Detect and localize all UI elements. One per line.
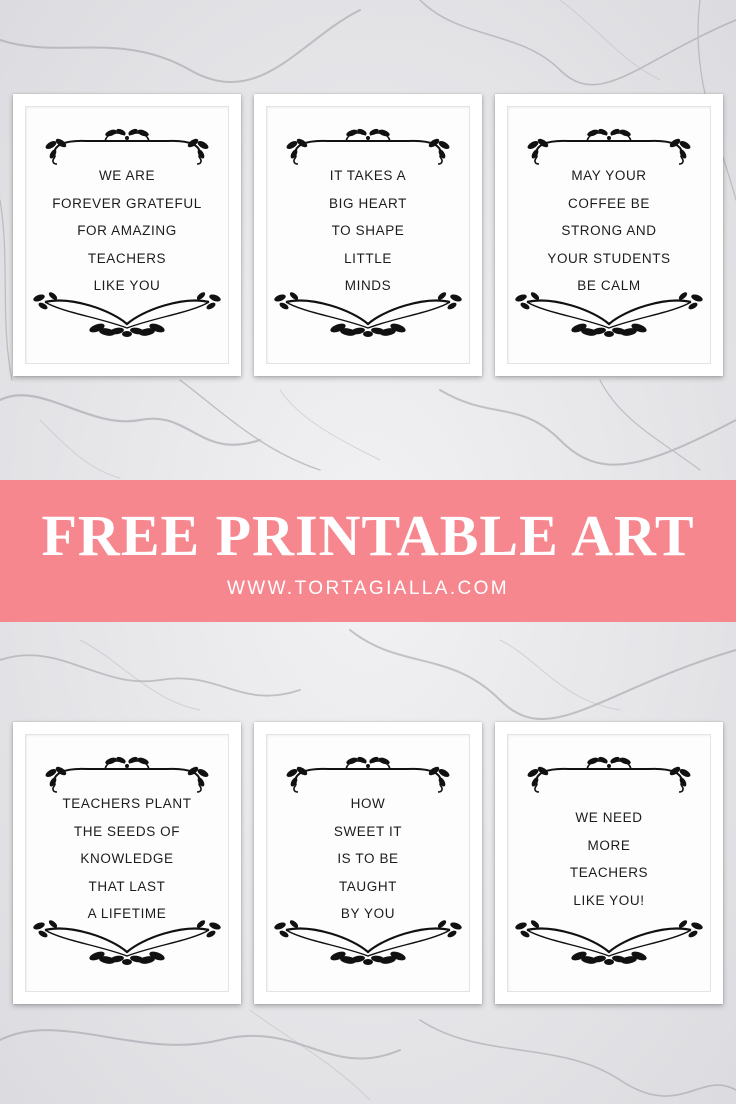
quote-line: FOREVER GRATEFUL (52, 195, 202, 211)
quote-line: YOUR STUDENTS (547, 250, 671, 266)
quote-line: LIKE YOU! (573, 892, 645, 908)
print-quote (33, 166, 221, 296)
quote-line: STRONG AND (561, 223, 657, 239)
quote-line: BY YOU (340, 906, 396, 922)
quote-line: FOR AMAZING (77, 223, 177, 239)
quote-line: TEACHERS PLANT (62, 796, 192, 812)
banner-title: FREE PRINTABLE ART (41, 503, 695, 568)
quote-line: TAUGHT (338, 878, 398, 894)
quote-line: TEACHERS (87, 250, 167, 266)
quote-line: THE SEEDS OF (73, 823, 181, 839)
ornament-top-icon (286, 127, 450, 167)
ornament-bottom-icon (513, 918, 705, 966)
quote-line: COFFEE BE (568, 195, 650, 211)
ornament-bottom-icon (31, 918, 223, 966)
banner-url: WWW.TORTAGIALLA.COM (226, 578, 510, 599)
quote-line: SWEET IT (333, 823, 403, 839)
quote-line: BIG HEART (329, 195, 407, 211)
ornament-top-icon (527, 127, 691, 167)
quote-line: BE CALM (577, 278, 641, 294)
print-quote (274, 166, 462, 296)
ornament-bottom-icon (272, 290, 464, 338)
print-quote (515, 794, 703, 924)
quote-line: WE NEED (575, 810, 643, 825)
quote-line: WE ARE (98, 168, 156, 184)
ornament-top-icon (286, 755, 450, 795)
ornament-top-icon (45, 755, 209, 795)
quote-line: TEACHERS (569, 865, 649, 880)
quote-line: MORE (587, 837, 631, 853)
quote-line: A LIFETIME (87, 906, 167, 922)
quote-line: IT TAKES A (329, 168, 407, 184)
print-frame (495, 722, 723, 1004)
quote-line: MINDS (344, 278, 392, 294)
ornament-bottom-icon (31, 290, 223, 338)
quote-line: THAT LAST (88, 878, 166, 894)
quote-line: TO SHAPE (331, 223, 405, 239)
quote-line: HOW (350, 796, 386, 812)
print-quote (33, 794, 221, 924)
print-quote (274, 794, 462, 924)
ornament-bottom-icon (272, 918, 464, 966)
quote-line: LIKE YOU (93, 278, 161, 294)
print-frame (254, 94, 482, 376)
quote-line: IS TO BE (337, 851, 399, 867)
print-frame (495, 94, 723, 376)
ornament-top-icon (527, 755, 691, 795)
print-frame (13, 722, 241, 1004)
print-frame (254, 722, 482, 1004)
ornament-bottom-icon (513, 290, 705, 338)
quote-line: MAY YOUR (571, 168, 647, 184)
print-frame (13, 94, 241, 376)
quote-line: KNOWLEDGE (80, 851, 174, 867)
print-quote (515, 166, 703, 296)
ornament-top-icon (45, 127, 209, 167)
quote-line: LITTLE (344, 250, 392, 266)
